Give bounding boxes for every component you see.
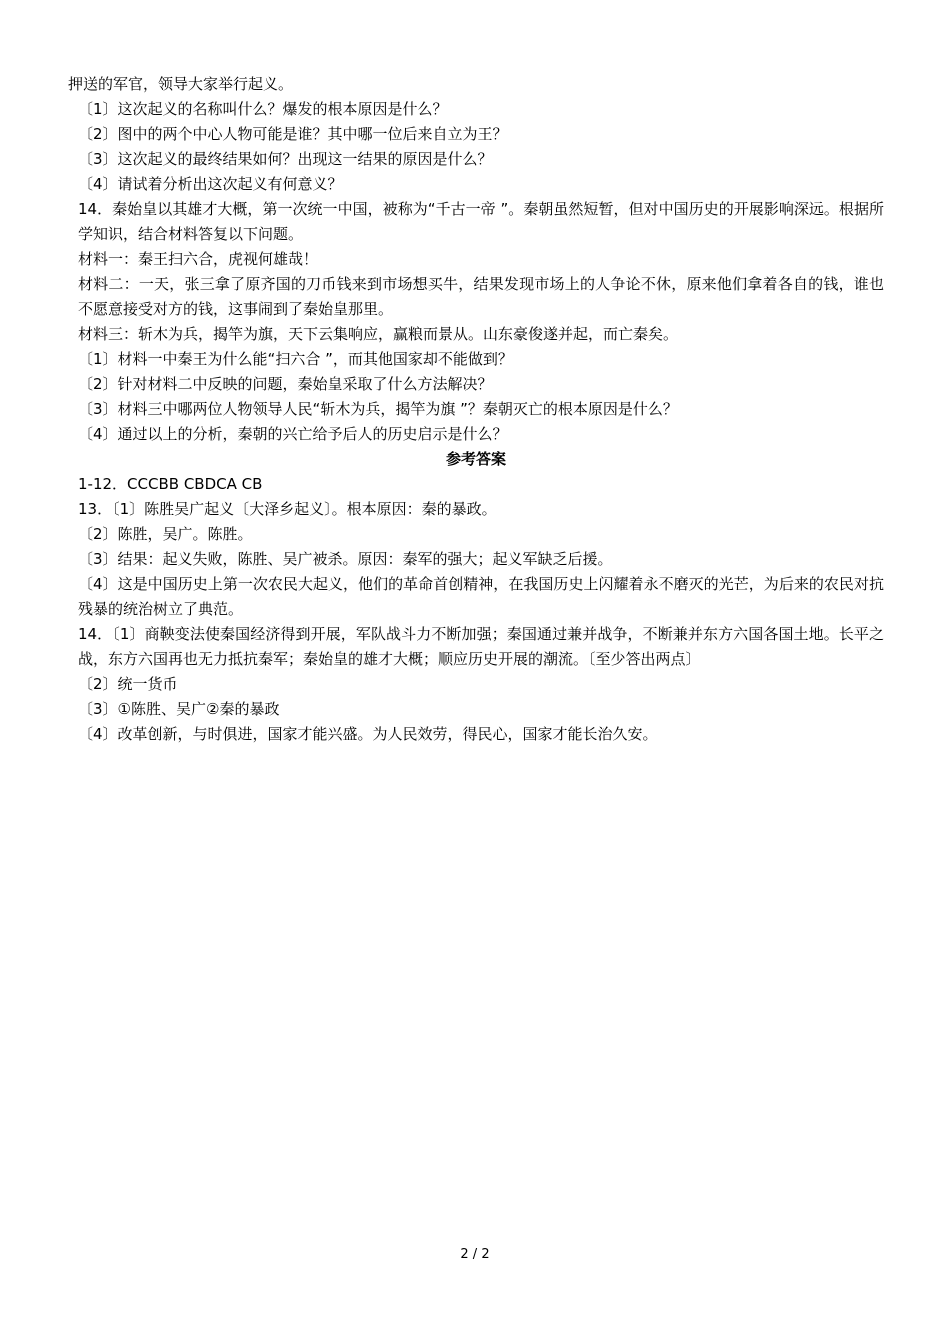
answer-14-part-4: 〔4〕改革创新，与时俱进，国家才能兴盛。为人民效劳，得民心，国家才能长治久安。 [78,725,658,743]
answers-heading: 参考答案 [445,450,506,468]
question-13-part-4: 〔4〕请试着分析出这次起义有何意义？ [78,175,343,193]
answer-13-part-3: 〔3〕结果：起义失败，陈胜、吴广被杀。原因：秦军的强大；起义军缺乏后援。 [78,550,613,568]
answer-14-part-2: 〔2〕统一货币 [78,675,178,693]
question-14-part-3: 〔3〕材料三中哪两位人物领导人民“斩木为兵，揭竿为旗 ”？秦朝灭亡的根本原因是什么？ [78,400,678,418]
answer-13-part-4: 〔4〕这是中国历史上第一次农民大起义，他们的革命首创精神，在我国历史上闪耀着永不磨灭的光芒，为后来的农民对抗残暴的统治树立了典范。 [78,575,884,618]
question-14-part-2: 〔2〕针对材料二中反映的问题，秦始皇采取了什么方法解决？ [78,375,493,393]
material-3: 材料三：斩木为兵，揭竿为旗，天下云集响应，赢粮而景从。山东豪俊遂并起，而亡秦矣。 [78,325,679,343]
question-13-part-1: 〔1〕这次起义的名称叫什么？爆发的根本原因是什么？ [78,100,448,118]
answer-13-part-2: 〔2〕陈胜，吴广。陈胜。 [78,525,253,543]
answer-13-part-1: 13．〔1〕陈胜吴广起义〔大泽乡起义〕。根本原因：秦的暴政。 [78,500,497,518]
question-13-part-2: 〔2〕图中的两个中心人物可能是谁？其中哪一位后来自立为王？ [78,125,508,143]
question-13-continuation: 押送的军官，领导大家举行起义。 [68,75,294,93]
page-number: 2 / 2 [460,1247,490,1262]
answer-14-part-3: 〔3〕①陈胜、吴广②秦的暴政 [78,700,280,718]
question-14-part-4: 〔4〕通过以上的分析，秦朝的兴亡给予后人的历史启示是什么？ [78,425,508,443]
question-13-part-3: 〔3〕这次起义的最终结果如何？出现这一结果的原因是什么？ [78,150,493,168]
question-14-intro: 14．秦始皇以其雄才大概，第一次统一中国，被称为“千古一帝 ”。秦朝虽然短暂，但对中国历史的开展影响深远。根据所学知识，结合材料答复以下问题。 [78,200,884,243]
answer-14-part-1: 14．〔1〕商鞅变法使秦国经济得到开展，军队战斗力不断加强；秦国通过兼并战争，不断兼并东方六国各国土地。长平之战，东方六国再也无力抵抗秦军；秦始皇的雄才大概；顺应历史开展的潮流。〔至少答出两点〕 [78,625,884,668]
question-14-part-1: 〔1〕材料一中秦王为什么能“扫六合 ”，而其他国家却不能做到？ [78,350,513,368]
material-1: 材料一：秦王扫六合，虎视何雄哉！ [78,250,319,268]
answer-multiple-choice: 1-12．CCCBB CBDCA CB [78,475,263,493]
document-body [68,72,884,747]
material-2: 材料二：一天，张三拿了原齐国的刀币钱来到市场想买牛，结果发现市场上的人争论不休，原来他们拿着各自的钱，谁也不愿意接受对方的钱，这事闹到了秦始皇那里。 [78,275,884,318]
